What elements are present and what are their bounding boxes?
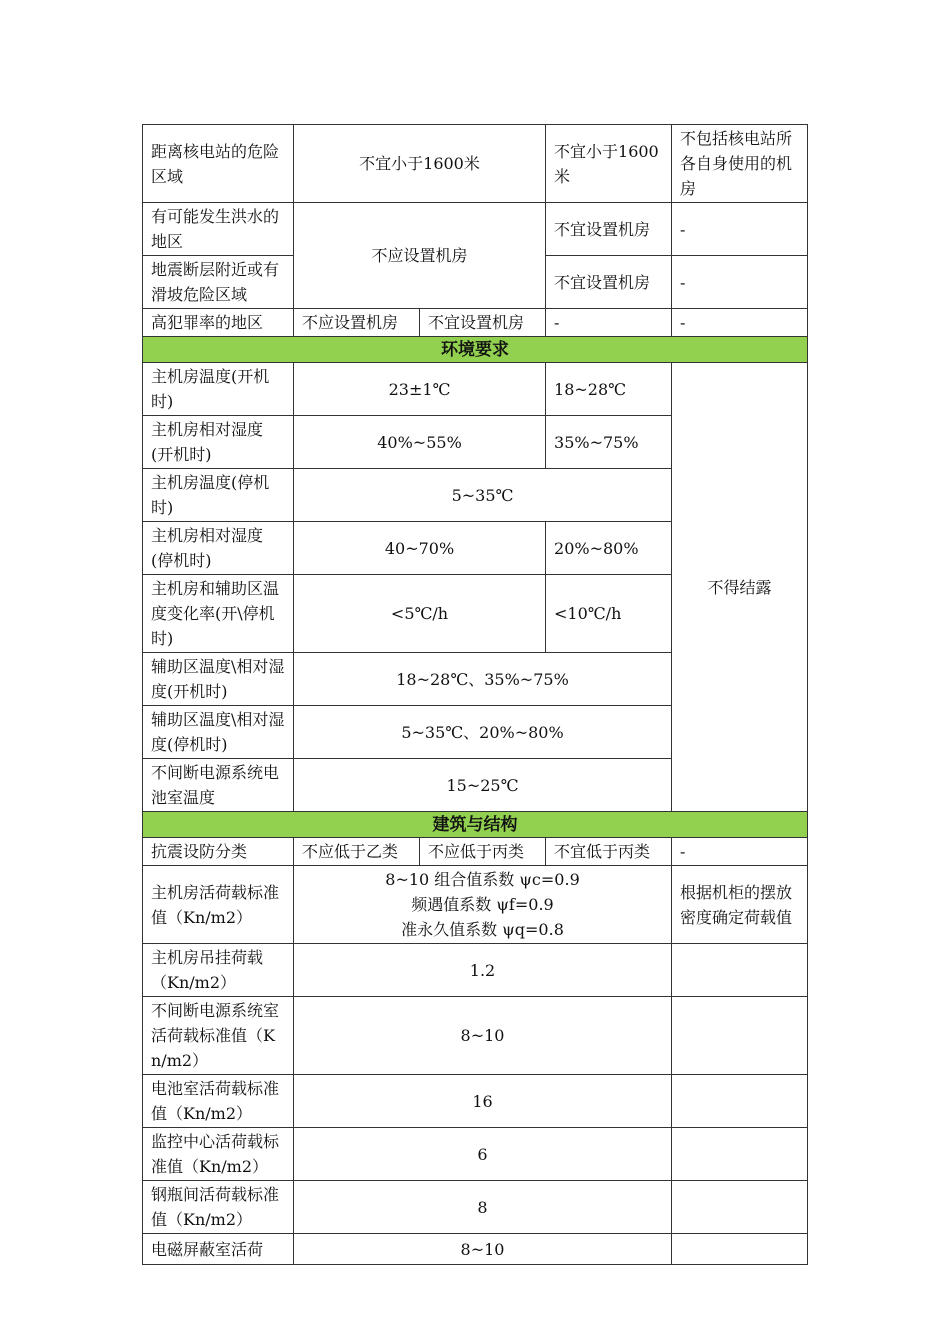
row-label: 不间断电源系统室活荷载标准值（Kn/m2） [143,997,294,1075]
table-row [143,125,808,203]
value-cell: 不宜设置机房 [420,309,546,337]
note-cell: 根据机柜的摆放密度确定荷载值 [672,866,808,944]
note-cell [672,944,808,997]
value-cell: 5~35℃、20%~80% [294,706,672,759]
value-cell: 20%~80% [546,522,672,575]
table-row [143,1181,808,1234]
value-cell: 15~25℃ [294,759,672,812]
row-label: 主机房和辅助区温度变化率(开\停机时) [143,575,294,653]
value-cell: 不宜设置机房 [546,256,672,309]
value-cell: 不宜小于1600米 [294,125,546,203]
env-note-cell: 不得结露 [672,363,808,812]
value-cell: 不应设置机房 [294,309,420,337]
table-row [143,997,808,1075]
table-row [143,363,808,416]
value-cell: 不应低于乙类 [294,838,420,866]
row-label: 主机房温度(停机时) [143,469,294,522]
row-label: 电池室活荷载标准值（Kn/m2） [143,1075,294,1128]
row-label: 主机房温度(开机时) [143,363,294,416]
value-cell: 不宜小于1600米 [546,125,672,203]
section-title-building: 建筑与结构 [143,812,808,838]
row-label: 监控中心活荷载标准值（Kn/m2） [143,1128,294,1181]
table-row [143,1234,808,1265]
row-label: 抗震设防分类 [143,838,294,866]
value-cell: 5~35℃ [294,469,672,522]
value-cell: <10℃/h [546,575,672,653]
value-cell: 6 [294,1128,672,1181]
value-cell: 8~10 [294,997,672,1075]
row-label: 主机房相对湿度(停机时) [143,522,294,575]
note-cell [672,997,808,1075]
row-label: 距离核电站的危险区域 [143,125,294,203]
spec-table [142,124,808,1265]
note-cell [672,1181,808,1234]
table-row [143,309,808,337]
value-cell: 40~70% [294,522,546,575]
row-label: 主机房相对湿度(开机时) [143,416,294,469]
row-label: 辅助区温度\相对湿度(停机时) [143,706,294,759]
note-cell: 不包括核电站所各自身使用的机房 [672,125,808,203]
note-cell: - [672,256,808,309]
value-cell: 不应设置机房 [294,203,546,309]
note-cell [672,1234,808,1265]
value-cell: 不宜设置机房 [546,203,672,256]
row-label: 有可能发生洪水的地区 [143,203,294,256]
table-row [143,1128,808,1181]
table-row [143,838,808,866]
value-cell: 8~10 组合值系数 ψc=0.9 频遇值系数 ψf=0.9 准永久值系数 ψq=0.8 [294,866,672,944]
value-cell: 40%~55% [294,416,546,469]
table-row [143,203,808,256]
row-label: 高犯罪率的地区 [143,309,294,337]
note-cell: - [672,309,808,337]
value-cell: 8~10 [294,1234,672,1265]
value-cell: 23±1℃ [294,363,546,416]
row-label: 钢瓶间活荷载标准值（Kn/m2） [143,1181,294,1234]
row-label: 主机房活荷载标准值（Kn/m2） [143,866,294,944]
value-cell: 8 [294,1181,672,1234]
value-cell: - [546,309,672,337]
row-label: 辅助区温度\相对湿度(开机时) [143,653,294,706]
row-label: 地震断层附近或有滑坡危险区域 [143,256,294,309]
section-title-environment: 环境要求 [143,337,808,363]
table-row [143,866,808,944]
table-row [143,944,808,997]
value-cell: 18~28℃ [546,363,672,416]
section-header-row [143,337,808,363]
note-cell: - [672,203,808,256]
value-cell: 不宜低于丙类 [546,838,672,866]
value-cell: 1.2 [294,944,672,997]
value-cell: 不应低于丙类 [420,838,546,866]
note-cell [672,1128,808,1181]
row-label: 电磁屏蔽室活荷 [143,1234,294,1265]
table-row [143,1075,808,1128]
value-cell: 18~28℃、35%~75% [294,653,672,706]
note-cell: - [672,838,808,866]
value-cell: 35%~75% [546,416,672,469]
value-cell: <5℃/h [294,575,546,653]
section-header-row [143,812,808,838]
note-cell [672,1075,808,1128]
row-label: 不间断电源系统电池室温度 [143,759,294,812]
value-cell: 16 [294,1075,672,1128]
row-label: 主机房吊挂荷载（Kn/m2） [143,944,294,997]
